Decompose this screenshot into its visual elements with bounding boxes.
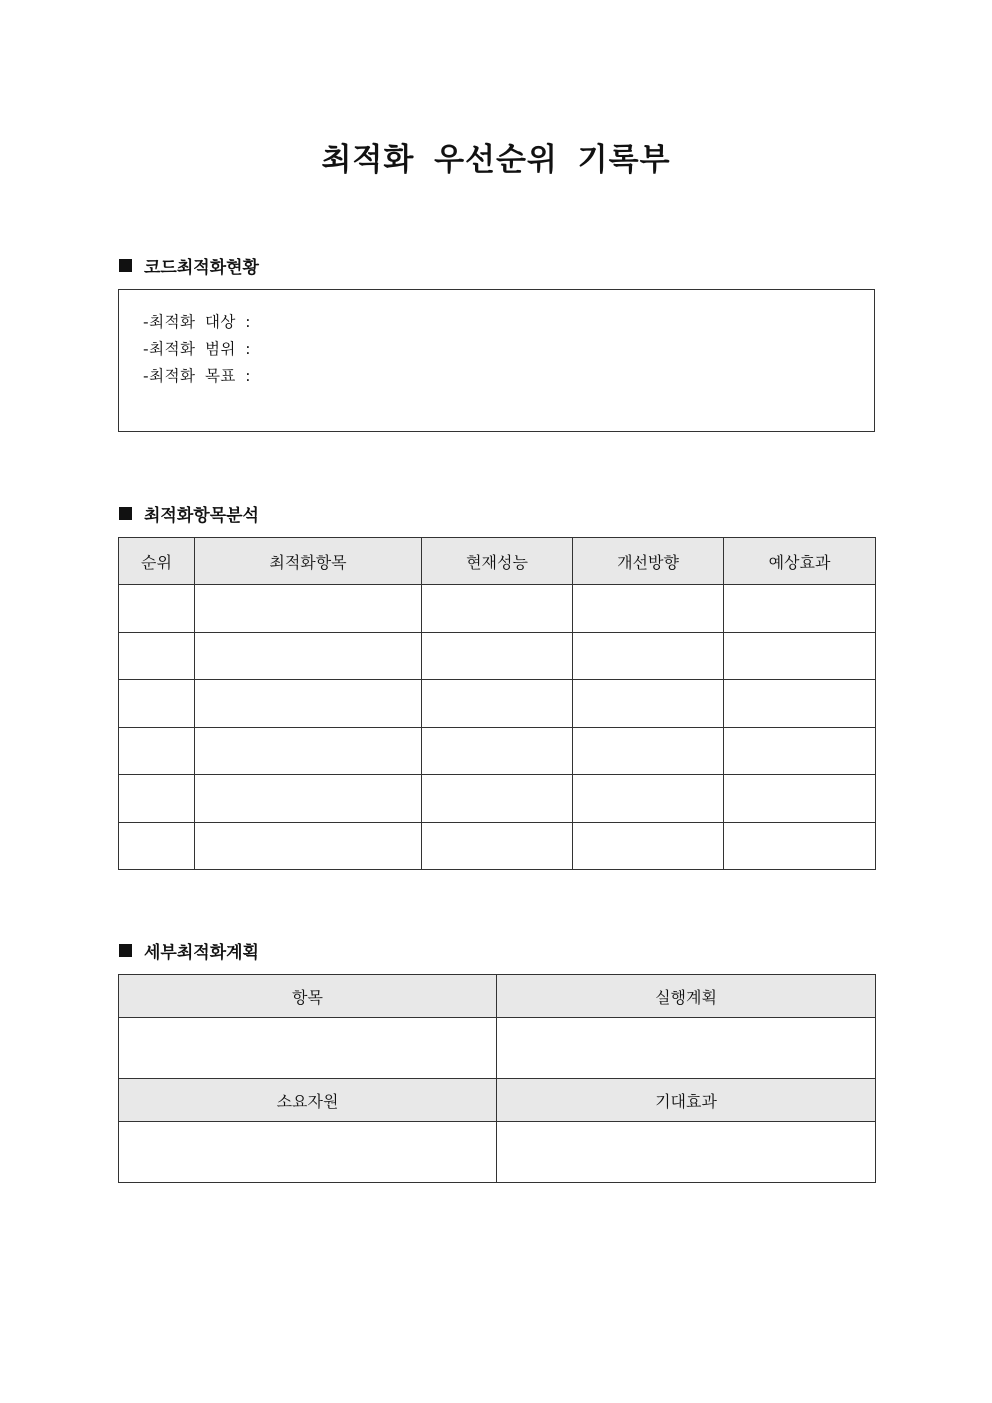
analysis-table [118,537,876,870]
table-row [119,680,876,728]
rank-cell[interactable] [119,632,195,680]
current-cell[interactable] [422,822,573,870]
table-row [119,727,876,775]
item-cell[interactable] [195,775,422,823]
header-expected-effect: 기대효과 [497,1079,876,1122]
column-header-effect: 예상효과 [724,538,876,585]
table-row [119,632,876,680]
goal-line: -최적화 목표 : [143,367,252,385]
header-item: 항목 [119,975,497,1018]
rank-cell[interactable] [119,727,195,775]
effect-cell[interactable] [724,680,876,728]
rank-cell[interactable] [119,822,195,870]
item-cell[interactable] [195,585,422,633]
direction-cell[interactable] [573,727,724,775]
current-cell[interactable] [422,680,573,728]
item-cell[interactable] [195,727,422,775]
column-header-item: 최적화항목 [195,538,422,585]
item-cell[interactable] [195,822,422,870]
item-cell[interactable] [119,1018,497,1079]
table-row [119,1018,876,1079]
resources-cell[interactable] [119,1122,497,1183]
current-cell[interactable] [422,632,573,680]
section-heading-analysis [119,501,259,525]
effect-cell[interactable] [724,727,876,775]
current-cell[interactable] [422,727,573,775]
expected-effect-cell[interactable] [497,1122,876,1183]
rank-cell[interactable] [119,585,195,633]
item-cell[interactable] [195,632,422,680]
current-cell[interactable] [422,775,573,823]
direction-cell[interactable] [573,585,724,633]
direction-cell[interactable] [573,822,724,870]
section-heading-code-status [119,253,259,277]
table-header-row [119,975,876,1018]
rank-cell[interactable] [119,775,195,823]
table-header-row [119,538,876,585]
table-row [119,775,876,823]
scope-line: -최적화 범위 : [143,340,252,358]
header-plan: 실행계획 [497,975,876,1018]
rank-cell[interactable] [119,680,195,728]
black-square-icon [119,259,132,272]
section-heading-label: 세부최적화계획 [144,942,259,963]
header-resources: 소요자원 [119,1079,497,1122]
direction-cell[interactable] [573,632,724,680]
column-header-current: 현재성능 [422,538,573,585]
page-title: 최적화 우선순위 기록부 [321,142,671,178]
table-row [119,1122,876,1183]
direction-cell[interactable] [573,775,724,823]
plan-cell[interactable] [497,1018,876,1079]
column-header-direction: 개선방향 [573,538,724,585]
black-square-icon [119,507,132,520]
plan-table [118,974,876,1183]
effect-cell[interactable] [724,775,876,823]
code-status-box [118,289,875,432]
effect-cell[interactable] [724,632,876,680]
direction-cell[interactable] [573,680,724,728]
section-heading-label: 코드최적화현황 [144,257,259,278]
effect-cell[interactable] [724,585,876,633]
table-row [119,822,876,870]
current-cell[interactable] [422,585,573,633]
item-cell[interactable] [195,680,422,728]
effect-cell[interactable] [724,822,876,870]
table-header-row [119,1079,876,1122]
section-heading-label: 최적화항목분석 [144,505,259,526]
section-heading-plan [119,938,259,962]
target-line: -최적화 대상 : [143,313,252,331]
column-header-rank: 순위 [119,538,195,585]
table-row [119,585,876,633]
black-square-icon [119,944,132,957]
